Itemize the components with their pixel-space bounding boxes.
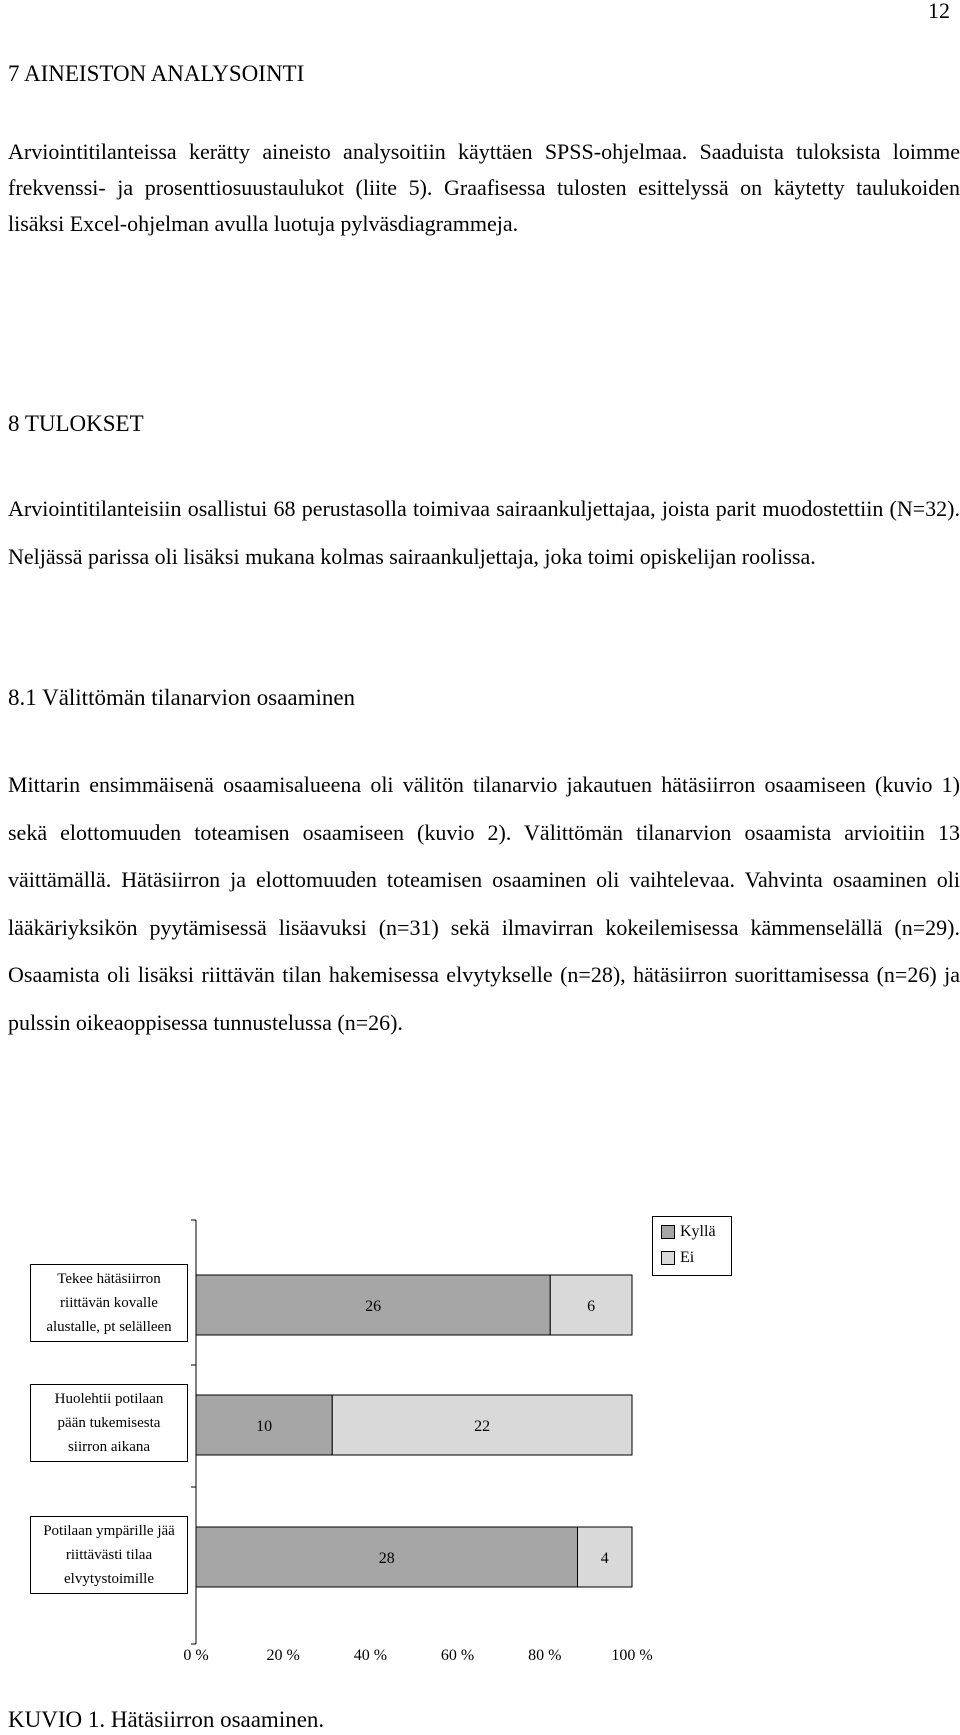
section-8-heading: 8 TULOKSET [8,411,144,436]
x-tick-label: 40 % [353,1647,388,1664]
legend-label: Ei [680,1249,695,1266]
legend-item [661,1219,727,1245]
legend-swatch [661,1225,675,1239]
legend-swatch [661,1251,675,1265]
x-tick-label: 20 % [266,1647,300,1664]
chart-kuvio-1 [0,1212,960,1667]
x-tick-label: 0 % [183,1647,209,1664]
bar-value-label: 10 [256,1418,273,1435]
bar-value-label: 28 [378,1550,395,1567]
chart-legend [652,1216,732,1276]
section-8-1-heading: 8.1 Välittömän tilanarvion osaaminen [8,685,356,710]
category-label-box [30,1384,188,1462]
category-label-line: alustalle, pt selälleen [46,1319,172,1335]
section-8-1-paragraph: Mittarin ensimmäisenä osaamisalueena oli välitön tilanarvio jakautuen hätäsiirron osaamiseen (kuvio 1) sekä elottomuuden toteamisen osaamiseen (kuvio 2). Välittömän tilanarvion osaamista arvioitiin 13 väittämällä. Hätäsiirron ja elottomuuden toteamisen osaaminen oli vaihtelevaa. Vahvinta osaaminen oli lääkäriyksikön pyytämisessä lisäavuksi (n=31) sekä ilmavirran kokeilemisessa kämmenselällä (n=29). Osaamista oli lisäksi riittävän tilan hakemisessa elvytykselle (n=28), hätäsiirron suorittamisessa (n=26) ja pulssin oikeaoppisessa tunnustelussa (n=26). [8,772,960,1035]
legend-label: Kyllä [680,1223,716,1240]
category-label-box [30,1264,188,1342]
category-label-box [30,1516,188,1594]
bar-value-label: 6 [587,1298,596,1315]
x-tick-label: 80 % [528,1647,562,1664]
category-label-line: riittävästi tilaa [65,1547,153,1563]
section-8-paragraph: Arviointitilanteisiin osallistui 68 perustasolla toimivaa sairaankuljettajaa, joista parit muodostettiin (N=32). Neljässä parissa oli lisäksi mukana kolmas sairaankuljettaja, joka toimi opiskelijan roolissa. [8,496,960,569]
x-tick-label: 60 % [440,1647,475,1664]
page-number: 12 [928,0,950,23]
figure-caption: KUVIO 1. Hätäsiirron osaaminen. [8,1707,325,1732]
x-tick-label: 100 % [611,1647,653,1664]
category-label-line: riittävän kovalle [60,1295,158,1311]
bar-value-label: 22 [474,1418,491,1435]
category-label-line: elvytystoimille [64,1571,154,1587]
legend-item [661,1245,727,1271]
category-label-line: Tekee hätäsiirron [57,1271,161,1287]
section-7-paragraph: Arviointitilanteissa kerätty aineisto analysoitiin käyttäen SPSS-ohjelmaa. Saaduista tuloksista loimme frekvenssi- ja prosenttiosuustaulukot (liite 5). Graafisessa tulosten esittelyssä on käytetty taulukoiden lisäksi Excel-ohjelman avulla luotuja pylväsdiagrammeja. [8,139,960,236]
category-label-line: Potilaan ympärille jää [43,1523,175,1539]
bar-value-label: 26 [365,1298,382,1315]
category-label-line: pään tukemisesta [57,1415,161,1431]
bar-value-label: 4 [600,1550,609,1567]
category-label-line: Huolehtii potilaan [54,1391,164,1407]
category-label-line: siirron aikana [67,1439,151,1455]
section-7-heading: 7 AINEISTON ANALYSOINTI [8,61,305,86]
